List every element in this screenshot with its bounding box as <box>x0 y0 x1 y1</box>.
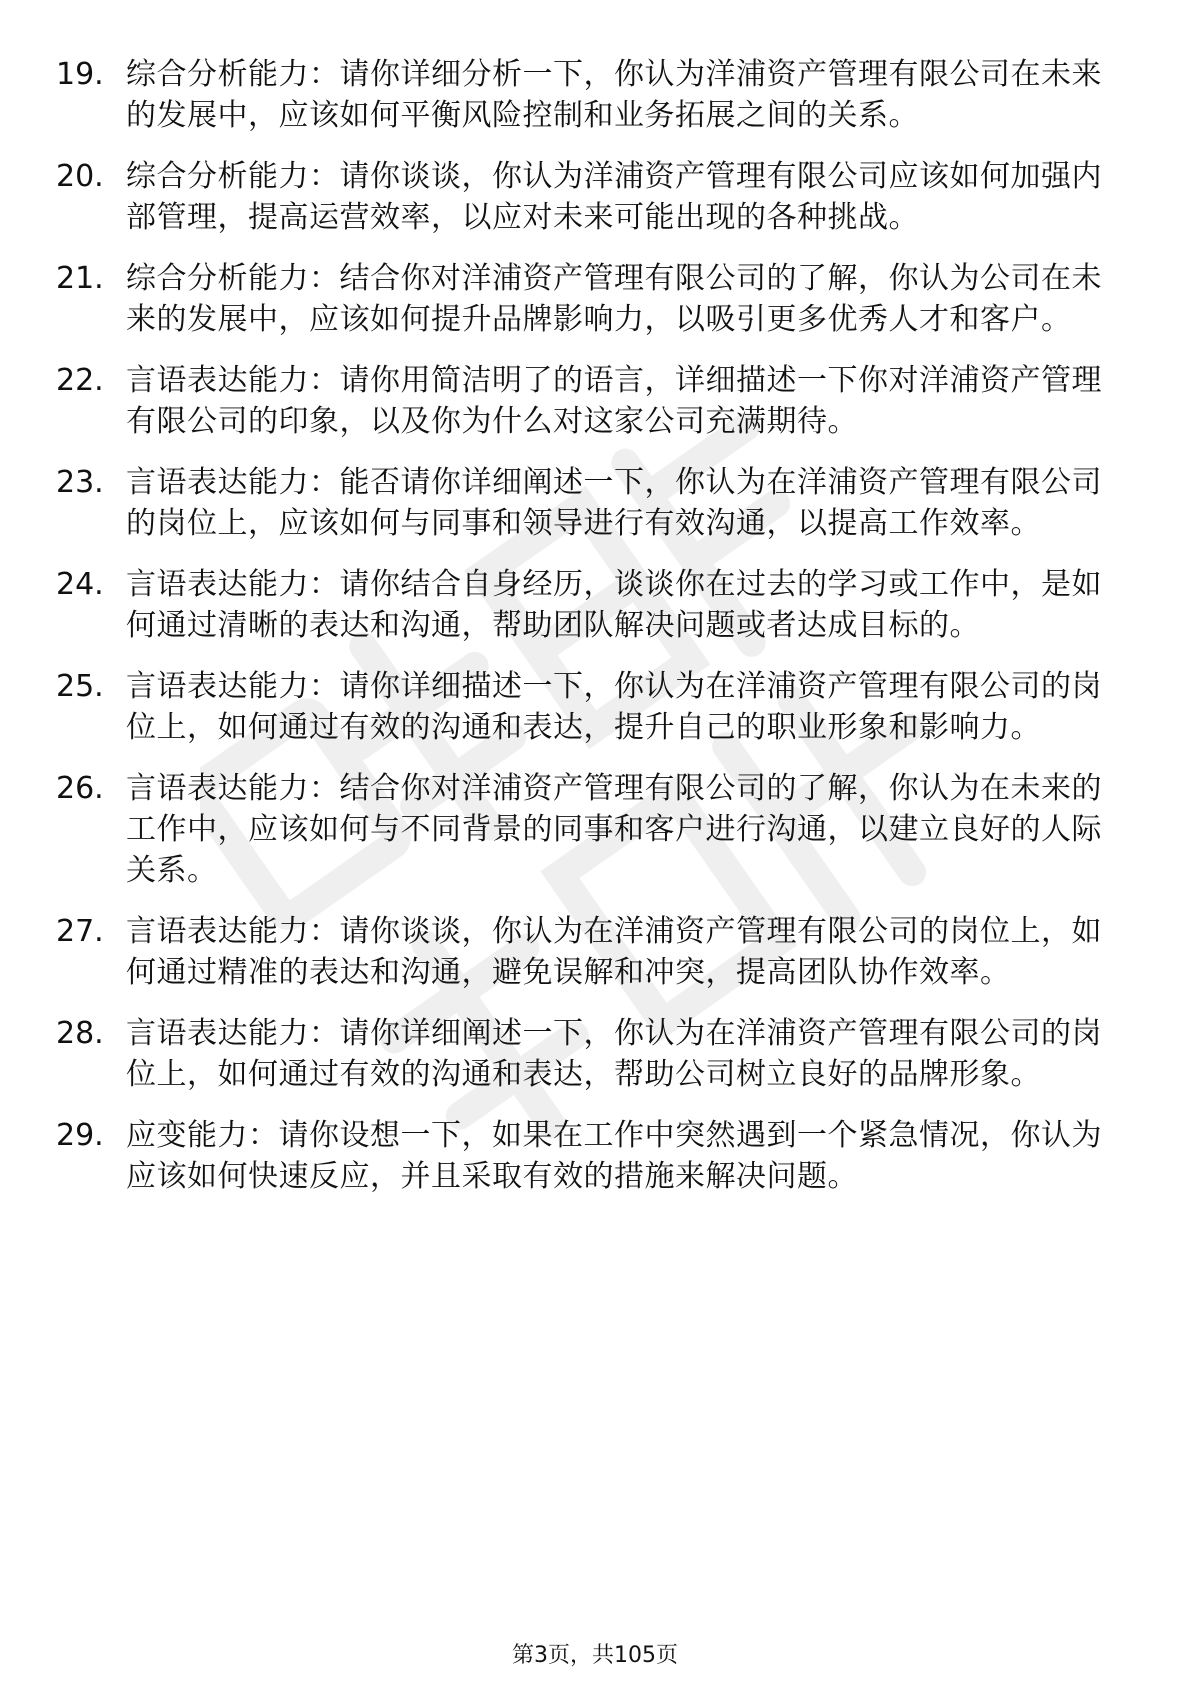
question-item-28 <box>56 1013 1106 1095</box>
question-text: 言语表达能力：结合你对洋浦资产管理有限公司的了解，你认为在未来的工作中，应该如何与不同背景的同事和客户进行沟通，以建立良好的人际关系。 <box>126 771 1102 888</box>
question-text: 综合分析能力：请你谈谈，你认为洋浦资产管理有限公司应该如何加强内部管理，提高运营效率，以应对未来可能出现的各种挑战。 <box>126 159 1102 235</box>
question-number: 24. <box>56 567 104 602</box>
question-number: 29. <box>56 1118 104 1153</box>
question-text: 言语表达能力：请你详细阐述一下，你认为在洋浦资产管理有限公司的岗位上，如何通过有效的沟通和表达，帮助公司树立良好的品牌形象。 <box>126 1016 1102 1092</box>
question-text: 言语表达能力：能否请你详细阐述一下，你认为在洋浦资产管理有限公司的岗位上，应该如何与同事和领导进行有效沟通，以提高工作效率。 <box>126 465 1102 541</box>
question-item-25 <box>56 666 1106 748</box>
question-text: 言语表达能力：请你谈谈，你认为在洋浦资产管理有限公司的岗位上，如何通过精准的表达和沟通，避免误解和冲突，提高团队协作效率。 <box>126 914 1102 990</box>
question-number: 20. <box>56 159 104 194</box>
question-number: 26. <box>56 771 104 806</box>
question-item-23 <box>56 462 1106 544</box>
question-item-27 <box>56 911 1106 993</box>
question-item-24 <box>56 564 1106 646</box>
question-list <box>56 54 1106 1217</box>
question-item-21 <box>56 258 1106 340</box>
question-number: 22. <box>56 363 104 398</box>
question-text: 言语表达能力：请你用简洁明了的语言，详细描述一下你对洋浦资产管理有限公司的印象，以及你为什么对这家公司充满期待。 <box>126 363 1102 439</box>
question-number: 19. <box>56 57 104 92</box>
question-item-22 <box>56 360 1106 442</box>
question-text: 应变能力：请你设想一下，如果在工作中突然遇到一个紧急情况，你认为应该如何快速反应，并且采取有效的措施来解决问题。 <box>126 1118 1102 1194</box>
question-text: 言语表达能力：请你结合自身经历，谈谈你在过去的学习或工作中，是如何通过清晰的表达和沟通，帮助团队解决问题或者达成目标的。 <box>126 567 1102 643</box>
question-item-20 <box>56 156 1106 238</box>
question-text: 综合分析能力：结合你对洋浦资产管理有限公司的了解，你认为公司在未来的发展中，应该如何提升品牌影响力，以吸引更多优秀人才和客户。 <box>126 261 1102 337</box>
question-number: 25. <box>56 669 104 704</box>
page-footer: 第3页，共105页 <box>512 1643 678 1668</box>
question-item-26 <box>56 768 1106 891</box>
question-number: 21. <box>56 261 104 296</box>
question-text: 言语表达能力：请你详细描述一下，你认为在洋浦资产管理有限公司的岗位上，如何通过有效的沟通和表达，提升自己的职业形象和影响力。 <box>126 669 1102 745</box>
question-number: 23. <box>56 465 104 500</box>
question-item-29 <box>56 1115 1106 1197</box>
question-text: 综合分析能力：请你详细分析一下，你认为洋浦资产管理有限公司在未来的发展中，应该如何平衡风险控制和业务拓展之间的关系。 <box>126 57 1102 133</box>
question-item-19 <box>56 54 1106 136</box>
question-number: 28. <box>56 1016 104 1051</box>
question-number: 27. <box>56 914 104 949</box>
